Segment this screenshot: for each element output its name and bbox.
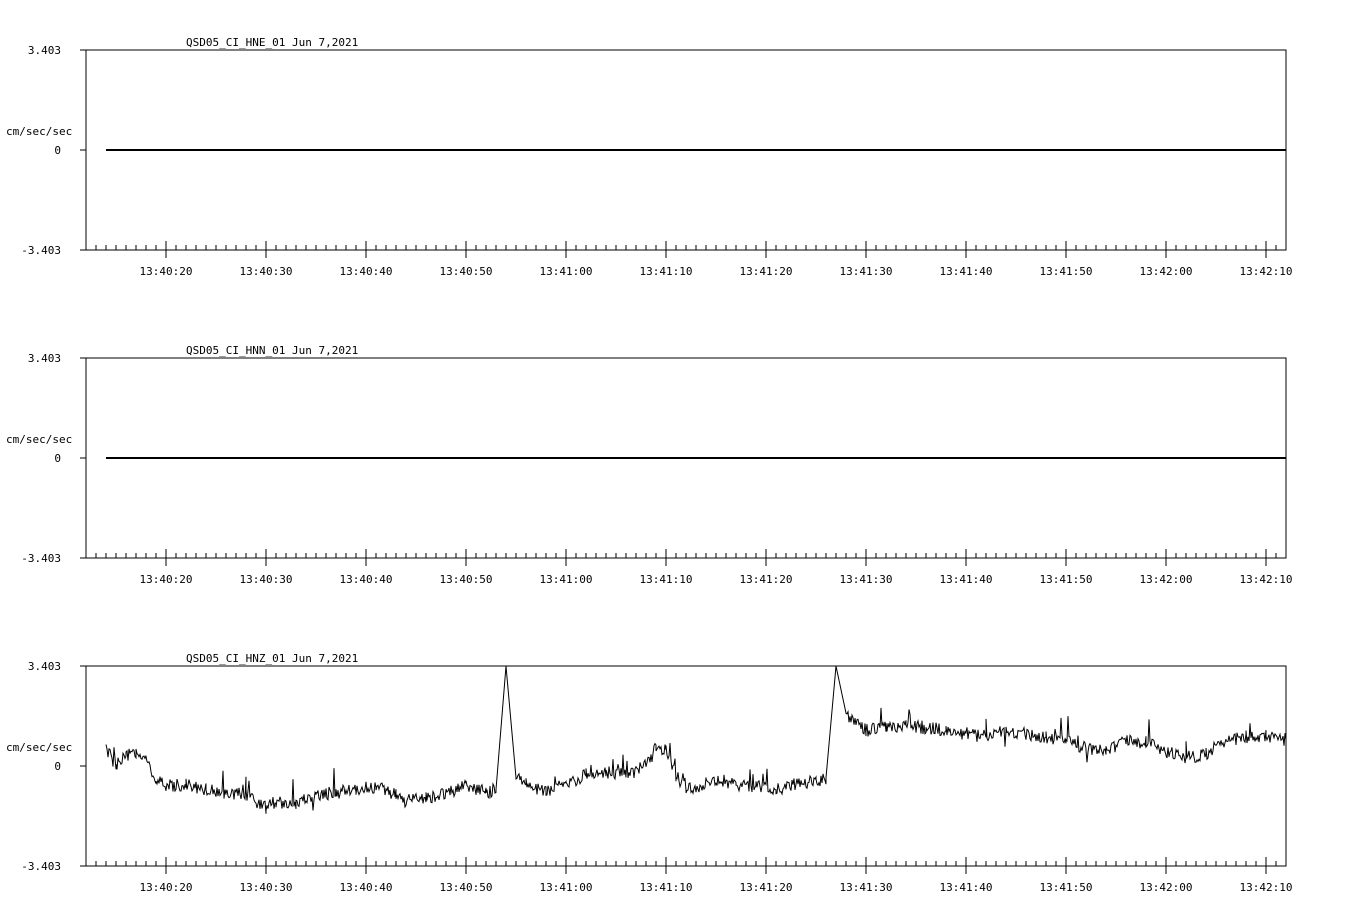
y-tick-label: 0 <box>54 760 61 773</box>
x-tick-label: 13:40:20 <box>139 265 193 278</box>
chart-title: QSD05_CI_HNN_01 Jun 7,2021 <box>186 344 359 357</box>
x-tick-label: 13:41:10 <box>639 881 693 894</box>
x-tick-label: 13:40:40 <box>339 265 393 278</box>
y-tick-label: 3.403 <box>27 44 61 57</box>
y-axis-label: cm/sec/sec <box>6 125 73 138</box>
x-tick-label: 13:41:00 <box>539 573 593 586</box>
x-tick-label: 13:41:50 <box>1039 573 1093 586</box>
chart-title: QSD05_CI_HNZ_01 Jun 7,2021 <box>186 652 359 665</box>
x-tick-label: 13:40:50 <box>439 881 493 894</box>
x-tick-label: 13:41:20 <box>739 573 793 586</box>
x-tick-label: 13:41:10 <box>639 573 693 586</box>
panel-2 <box>6 344 1292 586</box>
x-tick-label: 13:40:20 <box>139 881 193 894</box>
x-tick-label: 13:41:20 <box>739 881 793 894</box>
y-tick-label: 3.403 <box>27 660 61 673</box>
x-tick-label: 13:41:40 <box>939 881 993 894</box>
y-axis-label: cm/sec/sec <box>6 741 73 754</box>
x-tick-label: 13:40:40 <box>339 881 393 894</box>
x-tick-label: 13:40:30 <box>239 881 293 894</box>
x-tick-label: 13:40:30 <box>239 265 293 278</box>
y-tick-label: -3.403 <box>21 244 61 257</box>
x-tick-label: 13:42:10 <box>1239 573 1293 586</box>
x-tick-label: 13:42:00 <box>1139 265 1193 278</box>
y-tick-label: 3.403 <box>27 352 61 365</box>
x-tick-label: 13:40:20 <box>139 573 193 586</box>
x-tick-label: 13:41:00 <box>539 881 593 894</box>
y-axis-label: cm/sec/sec <box>6 433 73 446</box>
x-tick-label: 13:41:30 <box>839 881 893 894</box>
plot-frame <box>86 666 1286 866</box>
x-tick-label: 13:41:20 <box>739 265 793 278</box>
x-tick-label: 13:42:00 <box>1139 881 1193 894</box>
x-tick-label: 13:41:10 <box>639 265 693 278</box>
x-tick-label: 13:42:00 <box>1139 573 1193 586</box>
series-line <box>106 666 1286 814</box>
x-tick-label: 13:40:40 <box>339 573 393 586</box>
y-tick-label: 0 <box>54 144 61 157</box>
chart-title: QSD05_CI_HNE_01 Jun 7,2021 <box>186 36 359 49</box>
x-tick-label: 13:41:50 <box>1039 265 1093 278</box>
x-tick-label: 13:41:50 <box>1039 881 1093 894</box>
x-tick-label: 13:41:30 <box>839 265 893 278</box>
x-tick-label: 13:42:10 <box>1239 265 1293 278</box>
y-tick-label: 0 <box>54 452 61 465</box>
x-tick-label: 13:42:10 <box>1239 881 1293 894</box>
panel-3 <box>6 652 1292 894</box>
y-tick-label: -3.403 <box>21 860 61 873</box>
x-tick-label: 13:40:50 <box>439 265 493 278</box>
x-tick-label: 13:40:50 <box>439 573 493 586</box>
x-tick-label: 13:41:40 <box>939 265 993 278</box>
panel-1 <box>6 36 1292 278</box>
x-tick-label: 13:41:30 <box>839 573 893 586</box>
y-tick-label: -3.403 <box>21 552 61 565</box>
x-tick-label: 13:41:00 <box>539 265 593 278</box>
x-tick-label: 13:41:40 <box>939 573 993 586</box>
x-tick-label: 13:40:30 <box>239 573 293 586</box>
